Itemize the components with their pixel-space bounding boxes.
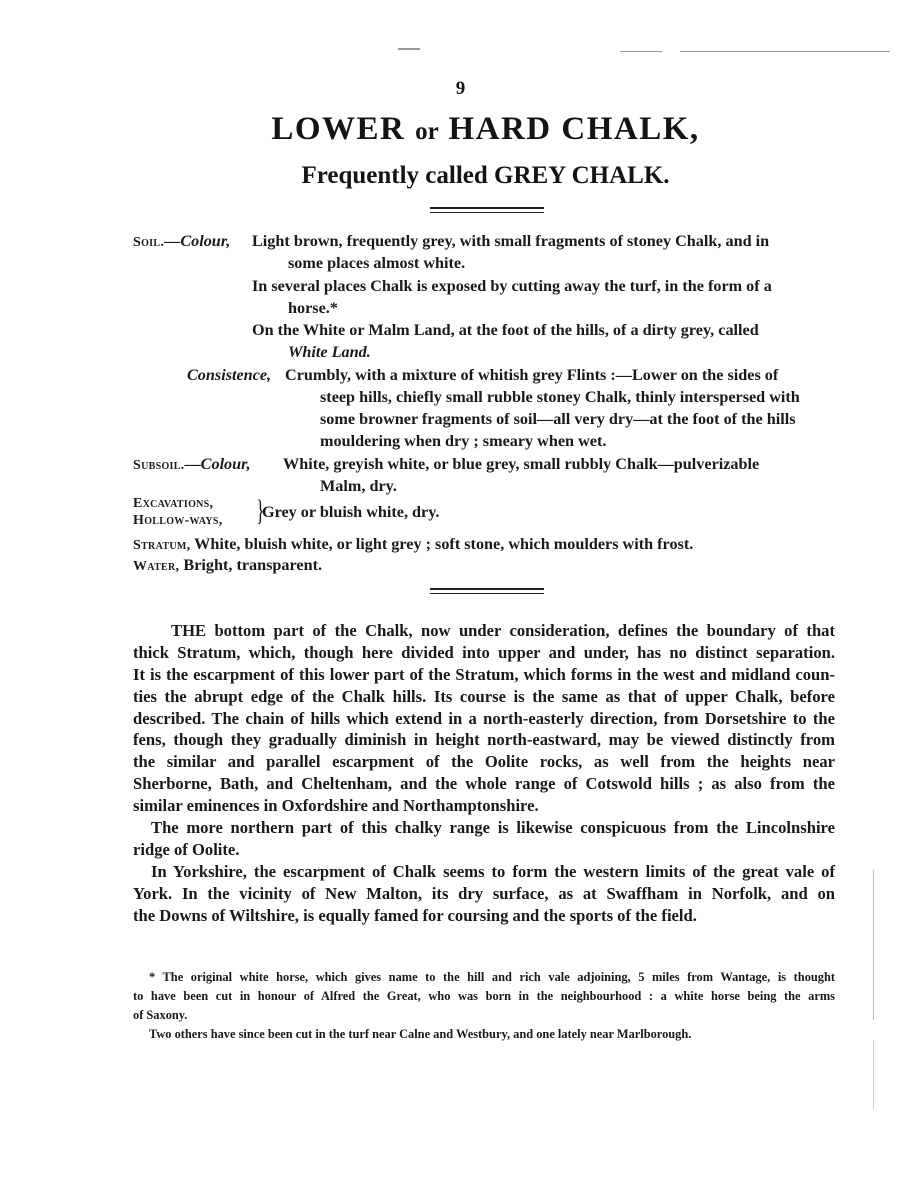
subsoil-colour-label: Colour, [200,455,251,473]
body-line: ties the abrupt edge of the Chalk hills. Its course is the same as that of upper Chalk, before [133,686,835,706]
body-line: The more northern part of this chalky range is likewise conspicuous from the Lincolnshire [151,818,835,837]
stratum-row [133,535,693,554]
stratum-value: White, bluish white, or light grey ; soft stone, which moulders with frost. [194,535,694,553]
subsoil-row [133,455,251,474]
title-word-or: or [415,118,439,145]
body-paragraph-3 [133,861,835,927]
body-line: thick Stratum, which, though here divided into upper and under, has no distinct separation. [133,642,835,662]
consistence-line: mouldering when dry ; smeary when wet. [320,432,607,450]
soil-chalk-line: In several places Chalk is exposed by cutting away the turf, in the form of a [252,277,772,295]
page-subtitle: Frequently called GREY CHALK. [301,162,670,189]
excavations-label: Excavations, [133,496,214,511]
page-number: 9 [455,78,466,99]
subsoil-label: Subsoil. [133,458,185,473]
body-line: It is the escarpment of this lower part of the Stratum, which forms in the west and midland coun- [133,664,835,684]
subsoil-line: White, greyish white, or blue grey, small rubbly Chalk—pulverizable [283,455,760,473]
page-title [0,111,921,148]
scan-mark [680,51,890,52]
title-word-hard-chalk: HARD CHALK, [448,111,700,147]
hollow-ways-label: Hollow-ways, [133,513,223,528]
scan-mark [620,51,662,52]
scan-mark [873,1040,874,1110]
body-line: fens, though they gradually diminish in height north-eastward, may be viewed distinctly from [133,730,835,750]
soil-colour-line: some places almost white. [288,254,466,272]
soil-colour-line: Light brown, frequently grey, with small fragments of stoney Chalk, and in [252,232,770,250]
stratum-label: Stratum, [133,538,191,553]
soil-label: Soil. [133,235,165,250]
consistence-line: Crumbly, with a mixture of whitish grey Flints :—Lower on the sides of [285,366,779,384]
soil-row [133,232,230,251]
soil-white-line: White Land. [288,343,371,361]
body-line: the similar and parallel escarpment of the Oolite rocks, as well from the heights near [133,752,835,772]
subsoil-dash: — [184,455,201,473]
body-line: similar eminences in Oxfordshire and Northamptonshire. [133,796,539,816]
body-line: ridge of Oolite. [133,839,240,859]
soil-white-line: On the White or Malm Land, at the foot of the hills, of a dirty grey, called [252,321,759,339]
excavations-value: Grey or bluish white, dry. [262,503,440,521]
soil-colour-label: Colour, [180,232,231,250]
soil-dash: — [164,232,181,250]
body-line: In Yorkshire, the escarpment of Chalk seems to form the western limits of the great vale of [151,862,835,881]
footnote [133,968,835,1044]
soil-chalk-line: horse.* [288,299,338,317]
body-line: described. The chain of hills which extend in a north-easterly direction, from Dorsetshire to the [133,708,835,728]
brace-glyph: } [256,494,265,527]
footnote-line: to have been cut in honour of Alfred the Great, who was born in the neighbourhood : a white horse being the arms [133,989,835,1003]
divider-rule [430,212,544,213]
body-line: York. In the vicinity of New Malton, its dry surface, as at Swaffham in Norfolk, and on [133,883,835,903]
body-line: THE bottom part of the Chalk, now under consideration, defines the boundary of that [171,621,835,640]
scan-mark [873,870,874,1020]
consistence-line: some browner fragments of soil—all very dry—at the foot of the hills [320,410,796,428]
body-paragraph-1 [133,620,835,817]
water-row [133,556,322,575]
footnote-line: of Saxony. [133,1008,188,1022]
body-line: the Downs of Wiltshire, is equally famed for coursing and the sports of the field. [133,905,697,925]
footnote-line: * The original white horse, which gives name to the hill and rich vale adjoining, 5 miles from Wantage, is thought [149,970,835,984]
scan-mark [398,48,420,50]
footnote-line: Two others have since been cut in the turf near Calne and Westbury, and one lately near Marlborough. [149,1027,692,1041]
body-line: Sherborne, Bath, and Cheltenham, and the whole range of Cotswold hills ; as also from the [133,774,835,794]
consistence-label: Consistence, [187,366,272,384]
title-word-lower: LOWER [271,111,406,147]
consistence-line: steep hills, chiefly small rubble stoney Chalk, thinly interspersed with [320,388,800,406]
subsoil-line: Malm, dry. [320,477,397,495]
divider-rule [430,207,544,209]
body-paragraph-2 [133,817,835,861]
divider-rule [430,588,544,590]
divider-rule [430,593,544,594]
water-label: Water, [133,559,180,574]
water-value: Bright, transparent. [183,556,323,574]
